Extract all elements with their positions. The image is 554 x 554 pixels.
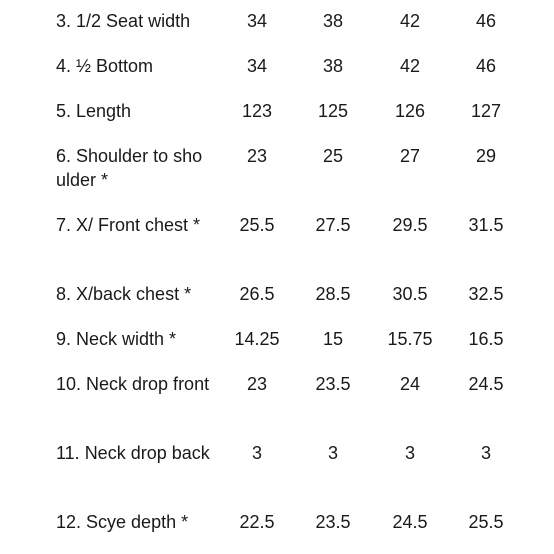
row-value: 125 bbox=[317, 101, 349, 121]
row-value: 28.5 bbox=[315, 284, 351, 304]
row-value: 3 bbox=[404, 443, 415, 463]
row-value: 3 bbox=[480, 443, 491, 463]
row-value: 22.5 bbox=[239, 512, 275, 532]
row-label: 4. ½ Bottom bbox=[56, 56, 154, 76]
row-value: 25.5 bbox=[239, 215, 275, 235]
row-value: 15.75 bbox=[387, 329, 433, 349]
row-value: 32.5 bbox=[468, 284, 504, 304]
row-value: 38 bbox=[322, 11, 344, 31]
row-value: 42 bbox=[399, 56, 421, 76]
row-value: 127 bbox=[470, 101, 502, 121]
row-value: 42 bbox=[399, 11, 421, 31]
row-value: 23 bbox=[246, 146, 268, 166]
row-value: 31.5 bbox=[468, 215, 504, 235]
row-label: 3. 1/2 Seat width bbox=[56, 11, 191, 31]
row-value: 23 bbox=[246, 374, 268, 394]
row-value: 29.5 bbox=[392, 215, 428, 235]
row-label: 8. X/back chest * bbox=[56, 284, 192, 304]
row-value: 15 bbox=[322, 329, 344, 349]
row-value: 24 bbox=[399, 374, 421, 394]
row-value: 46 bbox=[475, 56, 497, 76]
row-value: 34 bbox=[246, 56, 268, 76]
row-label: 7. X/ Front chest * bbox=[56, 215, 201, 235]
row-value: 126 bbox=[394, 101, 426, 121]
row-value: 16.5 bbox=[468, 329, 504, 349]
row-value: 30.5 bbox=[392, 284, 428, 304]
row-value: 27 bbox=[399, 146, 421, 166]
row-value: 123 bbox=[241, 101, 273, 121]
row-value: 23.5 bbox=[315, 374, 351, 394]
row-label: 10. Neck drop front bbox=[56, 374, 210, 394]
row-value: 24.5 bbox=[468, 374, 504, 394]
row-value: 27.5 bbox=[315, 215, 351, 235]
row-value: 29 bbox=[475, 146, 497, 166]
row-label: 6. Shoulder to shoulder * bbox=[56, 146, 203, 190]
row-value: 3 bbox=[327, 443, 338, 463]
row-label: 9. Neck width * bbox=[56, 329, 177, 349]
row-value: 26.5 bbox=[239, 284, 275, 304]
row-label: 5. Length bbox=[56, 101, 132, 121]
row-value: 14.25 bbox=[234, 329, 280, 349]
row-value: 25 bbox=[322, 146, 344, 166]
row-value: 38 bbox=[322, 56, 344, 76]
row-value: 23.5 bbox=[315, 512, 351, 532]
row-value: 25.5 bbox=[468, 512, 504, 532]
row-label: 11. Neck drop back bbox=[56, 443, 210, 463]
row-value: 34 bbox=[246, 11, 268, 31]
row-value: 46 bbox=[475, 11, 497, 31]
row-label: 12. Scye depth * bbox=[56, 512, 189, 532]
row-value: 24.5 bbox=[392, 512, 428, 532]
row-value: 3 bbox=[251, 443, 262, 463]
